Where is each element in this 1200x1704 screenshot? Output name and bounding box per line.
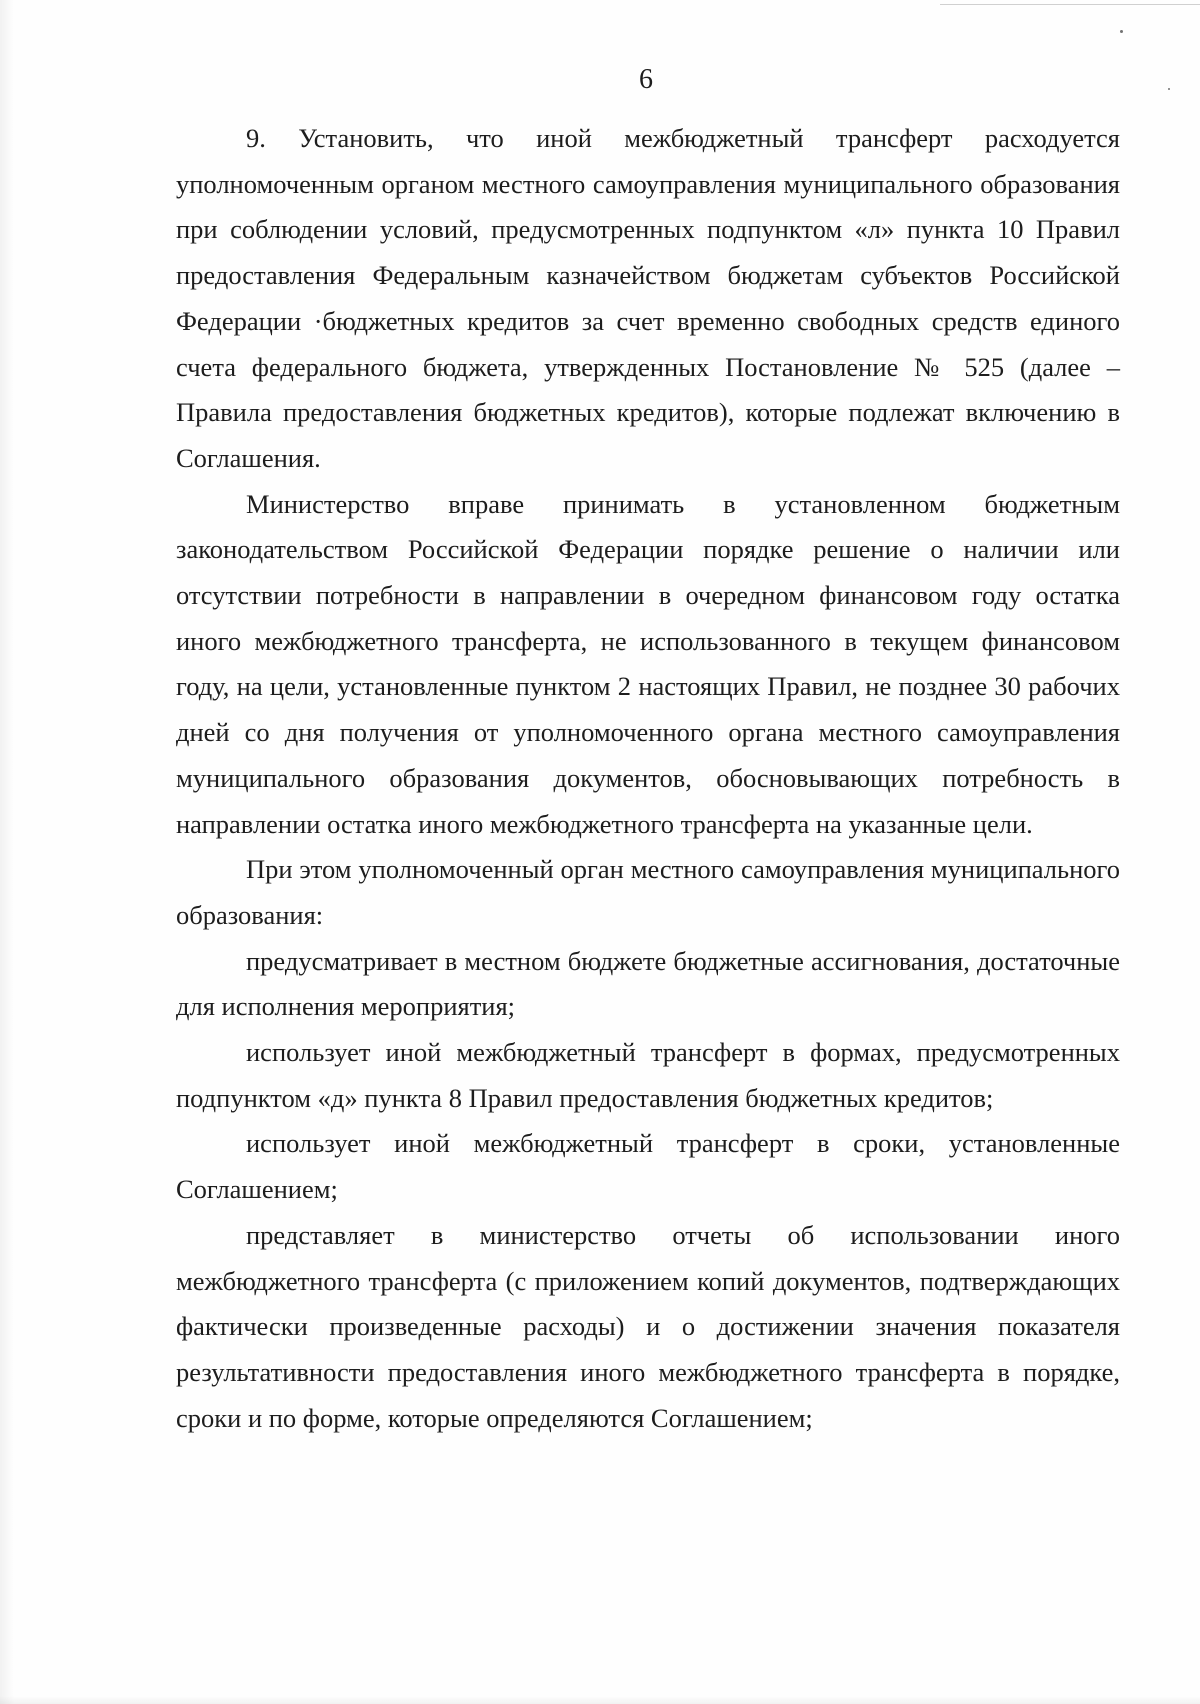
page-number: 6 <box>639 64 653 95</box>
scan-edge-bottom <box>0 1696 1200 1704</box>
scan-edge-left <box>0 0 14 1704</box>
paragraph-item-9: 9. Установить, что иной межбюджетный трансферт расходуется уполномоченным органом местного самоуправления муниципального образования при соблюдении условий, предусмотренных подпунктом «л» пункта 10 Правил предоставления Федеральным казначейством бюджетам субъектов Российской Федерации ·бюджетных кредитов за счет временно свободных средств единого счета федерального бюджета, утвержденных Постановление № 525 (далее – Правила предоставления бюджетных кредитов), которые подлежат включению в Соглашения. <box>176 123 1120 473</box>
scan-speck <box>1120 30 1123 33</box>
paragraph-ministry-decision: Министерство вправе принимать в установленном бюджетным законодательством Российской Федерации порядке решение о наличии или отсутствии потребности в направлении в очередном финансовом году остатка иного межбюджетного трансферта, не использованного в текущем финансовом году, на цели, установленные пунктом 2 настоящих Правил, не позднее 30 рабочих дней со дня получения от уполномоченного органа местного самоуправления муниципального образования документов, обосновывающих потребность в направлении остатка иного межбюджетного трансферта на указанные цели. <box>176 488 1120 839</box>
paragraph-obligation-budget: предусматривает в местном бюджете бюджетные ассигнования, достаточные для исполнения мероприятия; <box>176 945 1120 1022</box>
paragraph-obligations-intro: При этом уполномоченный орган местного самоуправления муниципального образования: <box>176 854 1120 930</box>
paragraph-obligation-forms: использует иной межбюджетный трансферт в формах, предусмотренных подпунктом «д» пункта 8 Правил предоставления бюджетных кредитов; <box>176 1037 1120 1113</box>
paragraph-obligation-reports: представляет в министерство отчеты об использовании иного межбюджетного трансферта (с приложением копий документов, подтверждающих фактически произведенные расходы) и о достижении значения показателя результативности предоставления иного межбюджетного трансферта в порядке, сроки и по форме, которые определяются Соглашением; <box>176 1219 1120 1433</box>
scan-line-top <box>940 4 1200 5</box>
paragraph-obligation-terms: использует иной межбюджетный трансферт в сроки, установленные Соглашением; <box>176 1128 1120 1205</box>
document-body <box>176 116 1120 1441</box>
